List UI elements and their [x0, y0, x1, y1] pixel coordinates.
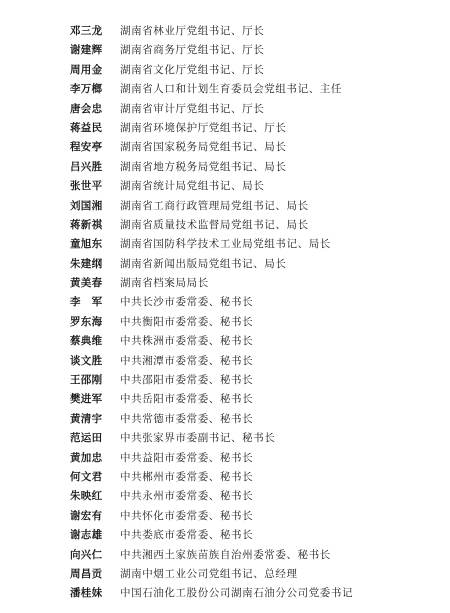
person-position: 湖南省新闻出版局党组书记、局长 — [120, 257, 287, 270]
person-position: 湖南省文化厅党组书记、厅长 — [120, 63, 265, 76]
person-position: 湖南省国防科学技术工业局党组书记、局长 — [120, 238, 331, 251]
roster-row — [70, 216, 440, 235]
roster-row — [70, 274, 440, 293]
person-name: 李万榔 — [70, 83, 103, 96]
roster-row — [70, 100, 440, 119]
person-position: 湖南省档案局局长 — [120, 277, 209, 290]
person-name: 刘国湘 — [70, 199, 103, 212]
person-position: 中国石油化工股份公司湖南石油分公司党委书记 — [120, 587, 354, 600]
person-position: 湖南省审计厅党组书记、厅长 — [120, 102, 265, 115]
person-name: 吕兴胜 — [70, 160, 103, 173]
person-name: 王邵刚 — [70, 374, 103, 387]
person-name: 蒋益民 — [70, 121, 103, 134]
person-name: 谢宏有 — [70, 509, 103, 522]
person-position: 湖南省林业厅党组书记、厅长 — [120, 25, 265, 37]
person-position: 中共娄底市委常委、秘书长 — [120, 529, 254, 542]
roster-row — [70, 546, 440, 565]
roster-row — [70, 410, 440, 429]
person-name: 周昌贡 — [70, 567, 103, 580]
person-position: 湖南省地方税务局党组书记、局长 — [120, 160, 287, 173]
person-name: 谢志雄 — [70, 529, 103, 542]
roster-row — [70, 197, 440, 216]
person-position: 中共岳阳市委常委、秘书长 — [120, 393, 254, 406]
person-position: 中共永州市委常委、秘书长 — [120, 490, 254, 503]
person-name: 罗东海 — [70, 315, 103, 328]
person-name: 唐会忠 — [70, 102, 103, 115]
person-name: 蒋新祺 — [70, 218, 103, 231]
person-name: 黄美春 — [70, 277, 103, 290]
person-name: 张世平 — [70, 180, 103, 193]
person-position: 湖南省商务厅党组书记、厅长 — [120, 44, 265, 57]
person-position: 中共常德市委常委、秘书长 — [120, 412, 254, 425]
roster-row — [70, 61, 440, 80]
roster-row — [70, 119, 440, 138]
person-position: 湖南省环境保护厅党组书记、厅长 — [120, 121, 287, 134]
person-position: 中共张家界市委副书记、秘书长 — [120, 432, 276, 445]
person-name: 童旭东 — [70, 238, 103, 251]
roster-row — [70, 138, 440, 157]
roster-row — [70, 293, 440, 312]
roster-row — [70, 390, 440, 409]
person-position: 中共长沙市委常委、秘书长 — [120, 296, 254, 309]
roster-row — [70, 487, 440, 506]
person-name: 何文君 — [70, 470, 103, 483]
person-position: 中共湘潭市委常委、秘书长 — [120, 354, 254, 367]
person-name: 樊进军 — [70, 393, 103, 406]
person-name: 潘桂妹 — [70, 587, 103, 600]
roster-row — [70, 429, 440, 448]
roster-row — [70, 449, 440, 468]
roster-row — [70, 80, 440, 99]
person-position: 中共衡阳市委常委、秘书长 — [120, 315, 254, 328]
roster-row — [70, 584, 440, 603]
person-name: 黄加忠 — [70, 451, 103, 464]
person-position: 中共株洲市委常委、秘书长 — [120, 335, 254, 348]
roster-row — [70, 468, 440, 487]
roster-row — [70, 313, 440, 332]
person-name: 蔡典维 — [70, 335, 103, 348]
person-name: 黄清宇 — [70, 412, 103, 425]
person-position: 中共湘西土家族苗族自治州委常委、秘书长 — [120, 548, 331, 561]
person-position: 湖南省统计局党组书记、局长 — [120, 180, 265, 193]
person-position: 湖南中烟工业公司党组书记、总经理 — [120, 567, 298, 580]
roster-row — [70, 507, 440, 526]
person-position: 湖南省人口和计划生育委员会党组书记、主任 — [120, 83, 342, 96]
roster-row — [70, 371, 440, 390]
person-name: 范运田 — [70, 432, 103, 445]
person-position: 中共郴州市委常委、秘书长 — [120, 470, 254, 483]
person-name: 邓三龙 — [70, 25, 103, 37]
person-name: 朱映红 — [70, 490, 103, 503]
roster-row — [70, 22, 440, 41]
person-name: 谢建辉 — [70, 44, 103, 57]
person-position: 中共邵阳市委常委、秘书长 — [120, 374, 254, 387]
roster-row — [70, 41, 440, 60]
roster-row — [70, 177, 440, 196]
person-position: 湖南省质量技术监督局党组书记、局长 — [120, 218, 309, 231]
personnel-roster — [70, 22, 440, 604]
roster-row — [70, 235, 440, 254]
person-position: 中共益阳市委常委、秘书长 — [120, 451, 254, 464]
person-name: 向兴仁 — [70, 548, 103, 561]
roster-row — [70, 565, 440, 584]
person-name: 朱建纲 — [70, 257, 103, 270]
roster-row — [70, 255, 440, 274]
roster-row — [70, 352, 440, 371]
person-position: 中共怀化市委常委、秘书长 — [120, 509, 254, 522]
person-position: 湖南省工商行政管理局党组书记、局长 — [120, 199, 309, 212]
roster-row — [70, 332, 440, 351]
roster-row — [70, 526, 440, 545]
roster-row — [70, 158, 440, 177]
person-name: 谈文胜 — [70, 354, 103, 367]
person-name: 李 军 — [70, 296, 103, 309]
person-name: 周用金 — [70, 63, 103, 76]
person-position: 湖南省国家税务局党组书记、局长 — [120, 141, 287, 154]
person-name: 程安亭 — [70, 141, 103, 154]
